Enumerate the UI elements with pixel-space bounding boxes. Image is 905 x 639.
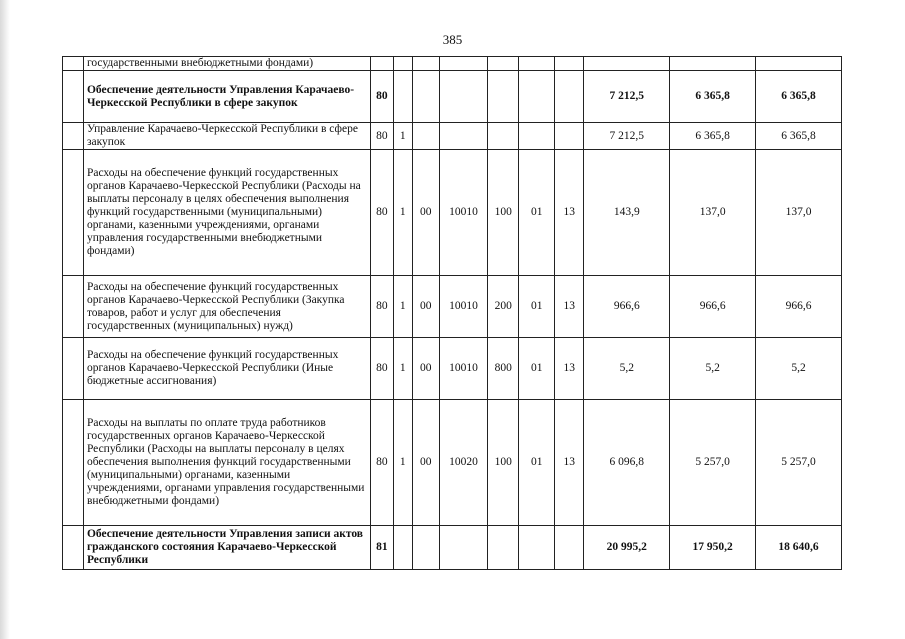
amount-cell: 143,9 <box>584 150 670 276</box>
table-row <box>63 276 842 338</box>
row-name-cell: Расходы на выплаты по оплате труда работников государственных органов Карачаево-Черкесской Республики (Расходы на выплаты персоналу в целях обеспечения выполнения функций государственными (муниципальными) органами, казенными учреждениями, органами управления государственными внебюджетными фондами) <box>83 400 370 526</box>
row-name-cell: Расходы на обеспечение функций государственных органов Карачаево-Черкесской Республики (Иные бюджетные ассигнования) <box>83 338 370 400</box>
amount-cell: 7 212,5 <box>584 123 670 150</box>
amount-cell: 137,0 <box>670 150 756 276</box>
row-name-cell: Обеспечение деятельности Управления записи актов гражданского состояния Карачаево-Черкесской Республики <box>83 526 370 570</box>
amount-cell: 6 096,8 <box>584 400 670 526</box>
code-cell <box>412 123 439 150</box>
table-row <box>63 71 842 123</box>
code-cell <box>412 526 439 570</box>
amount-cell: 5 257,0 <box>670 400 756 526</box>
row-name-cell: Управление Карачаево-Черкесской Республики в сфере закупок <box>83 123 370 150</box>
amount-cell <box>756 57 842 71</box>
amount-cell: 6 365,8 <box>670 123 756 150</box>
code-cell: 1 <box>393 276 412 338</box>
blank-lead-cell <box>63 57 84 71</box>
code-cell: 00 <box>412 150 439 276</box>
code-cell <box>555 57 584 71</box>
code-cell <box>488 71 519 123</box>
amount-cell: 966,6 <box>756 276 842 338</box>
page-number: 385 <box>442 32 463 47</box>
code-cell: 80 <box>370 71 393 123</box>
blank-lead-cell <box>63 276 84 338</box>
code-cell <box>412 71 439 123</box>
amount-cell: 7 212,5 <box>584 71 670 123</box>
table-row <box>63 123 842 150</box>
amount-cell <box>670 57 756 71</box>
code-cell: 1 <box>393 338 412 400</box>
code-cell: 01 <box>519 400 555 526</box>
code-cell: 80 <box>370 150 393 276</box>
code-cell: 80 <box>370 123 393 150</box>
code-cell: 80 <box>370 338 393 400</box>
code-cell <box>519 526 555 570</box>
code-cell: 00 <box>412 400 439 526</box>
amount-cell: 137,0 <box>756 150 842 276</box>
code-cell: 200 <box>488 276 519 338</box>
amount-cell: 6 365,8 <box>756 71 842 123</box>
code-cell: 01 <box>519 150 555 276</box>
row-name-cell: Расходы на обеспечение функций государственных органов Карачаево-Черкесской Республики (Расходы на выплаты персоналу в целях обеспечения выполнения функций государственными (муниципальными) органами, казенными учреждениями, органами управления государственными внебюджетными фондами) <box>83 150 370 276</box>
blank-lead-cell <box>63 123 84 150</box>
code-cell <box>393 71 412 123</box>
code-cell: 1 <box>393 400 412 526</box>
amount-cell: 6 365,8 <box>756 123 842 150</box>
code-cell <box>412 57 439 71</box>
table-row <box>63 57 842 71</box>
code-cell: 13 <box>555 276 584 338</box>
scan-edge-shadow <box>0 0 10 639</box>
table-row <box>63 400 842 526</box>
budget-table <box>62 56 842 570</box>
code-cell: 100 <box>488 400 519 526</box>
code-cell <box>439 71 487 123</box>
code-cell: 13 <box>555 150 584 276</box>
table-row <box>63 526 842 570</box>
row-name-cell: Расходы на обеспечение функций государственных органов Карачаево-Черкесской Республики (Закупка товаров, работ и услуг для обеспечения государственных (муниципальных) нужд) <box>83 276 370 338</box>
amount-cell: 966,6 <box>670 276 756 338</box>
code-cell: 00 <box>412 338 439 400</box>
code-cell: 00 <box>412 276 439 338</box>
code-cell <box>555 123 584 150</box>
code-cell: 01 <box>519 276 555 338</box>
amount-cell: 5 257,0 <box>756 400 842 526</box>
code-cell <box>439 123 487 150</box>
amount-cell: 6 365,8 <box>670 71 756 123</box>
code-cell <box>393 57 412 71</box>
row-name-cell: Обеспечение деятельности Управления Карачаево-Черкесской Республики в сфере закупок <box>83 71 370 123</box>
code-cell: 10010 <box>439 276 487 338</box>
amount-cell: 5,2 <box>584 338 670 400</box>
code-cell <box>439 57 487 71</box>
amount-cell: 18 640,6 <box>756 526 842 570</box>
amount-cell: 20 995,2 <box>584 526 670 570</box>
code-cell: 800 <box>488 338 519 400</box>
code-cell: 80 <box>370 400 393 526</box>
code-cell <box>439 526 487 570</box>
table-row <box>63 338 842 400</box>
code-cell: 10020 <box>439 400 487 526</box>
code-cell: 1 <box>393 150 412 276</box>
blank-lead-cell <box>63 338 84 400</box>
code-cell: 81 <box>370 526 393 570</box>
code-cell: 10010 <box>439 338 487 400</box>
code-cell: 13 <box>555 400 584 526</box>
code-cell <box>488 526 519 570</box>
code-cell <box>488 57 519 71</box>
amount-cell: 5,2 <box>670 338 756 400</box>
code-cell: 13 <box>555 338 584 400</box>
amount-cell <box>584 57 670 71</box>
code-cell <box>555 526 584 570</box>
amount-cell: 966,6 <box>584 276 670 338</box>
blank-lead-cell <box>63 526 84 570</box>
table-row <box>63 150 842 276</box>
code-cell <box>555 71 584 123</box>
code-cell: 80 <box>370 276 393 338</box>
table-body <box>63 57 842 570</box>
code-cell: 10010 <box>439 150 487 276</box>
blank-lead-cell <box>63 71 84 123</box>
code-cell <box>488 123 519 150</box>
code-cell <box>393 526 412 570</box>
blank-lead-cell <box>63 150 84 276</box>
row-name-cell: государственными внебюджетными фондами) <box>83 57 370 71</box>
code-cell <box>519 71 555 123</box>
amount-cell: 17 950,2 <box>670 526 756 570</box>
code-cell: 100 <box>488 150 519 276</box>
code-cell <box>370 57 393 71</box>
code-cell <box>519 57 555 71</box>
code-cell: 01 <box>519 338 555 400</box>
amount-cell: 5,2 <box>756 338 842 400</box>
code-cell <box>519 123 555 150</box>
code-cell: 1 <box>393 123 412 150</box>
blank-lead-cell <box>63 400 84 526</box>
